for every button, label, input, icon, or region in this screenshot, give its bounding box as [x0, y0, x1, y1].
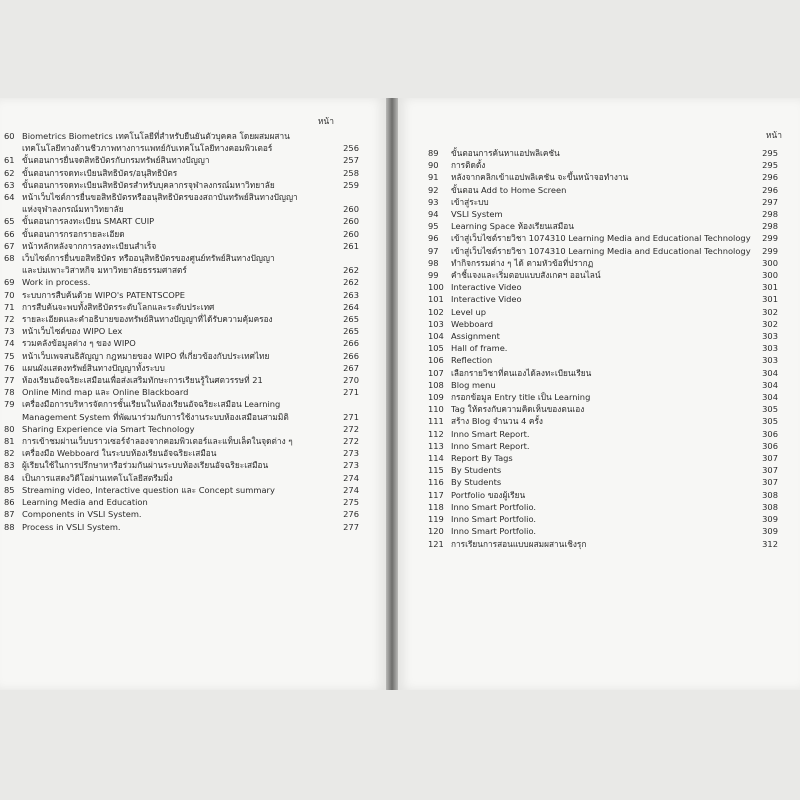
toc-entry: [398, 440, 800, 452]
toc-entry: [0, 313, 386, 325]
figure-number: 60: [4, 131, 15, 141]
figure-title: เป็นการแสดงวิดีโอผ่านเทคโนโลยีสตรีมมิ่ง: [22, 472, 173, 483]
toc-entry: [0, 289, 386, 301]
figure-number: 78: [4, 387, 15, 398]
page-number: 304: [762, 367, 778, 378]
page-number: 302: [762, 318, 778, 329]
toc-entry: [0, 191, 386, 215]
page-number: 300: [762, 257, 778, 268]
figure-number: 104: [428, 331, 444, 342]
page-number: 308: [762, 501, 778, 512]
figure-number: 119: [428, 514, 444, 525]
book-gutter: [386, 98, 398, 690]
figure-number: 88: [4, 521, 15, 532]
figure-title-continued: และบ่มเพาะวิสาหกิจ มหาวิทยาลัยธรรมศาสตร์: [22, 265, 187, 276]
toc-entry: [398, 367, 800, 379]
figure-number: 100: [428, 282, 444, 293]
figure-number: 105: [428, 343, 444, 354]
figure-number: 98: [428, 257, 439, 268]
toc-entry: [0, 301, 386, 313]
page-number: 273: [343, 448, 359, 459]
figure-title: Hall of frame.: [451, 343, 508, 354]
figure-title: Sharing Experience via Smart Technology: [22, 423, 195, 434]
figure-title: Inno Smart Report.: [451, 428, 530, 439]
page-number: 271: [343, 411, 359, 422]
figure-title: เข้าสู่ระบบ: [451, 196, 489, 207]
toc-entry: [0, 179, 386, 191]
figure-title: ขั้นตอนการยื่นจดสิทธิบัตรกับกรมทรัพย์สินทางปัญญา: [22, 155, 210, 166]
toc-entry: [0, 423, 386, 435]
page-number: 298: [762, 221, 778, 232]
figure-number: 81: [4, 436, 15, 447]
page-number: 304: [762, 392, 778, 403]
figure-title: Work in process.: [22, 277, 91, 288]
figure-title: เลือกรายวิชาที่ตนเองได้ลงทะเบียนเรียน: [451, 367, 592, 378]
page-number: 277: [343, 521, 359, 532]
figure-title: การเรียนการสอนแบบผสมผสานเชิงรุก: [451, 538, 587, 549]
table-of-figures-right: [398, 147, 800, 550]
page-number: 264: [343, 301, 359, 312]
page-number: 312: [762, 538, 778, 549]
toc-entry: [0, 508, 386, 520]
figure-number: 114: [428, 453, 444, 464]
page-number: 298: [762, 209, 778, 220]
figure-number: 69: [4, 277, 15, 288]
page-number: 274: [343, 472, 359, 483]
figure-number: 92: [428, 184, 439, 195]
figure-title: Assignment: [451, 331, 500, 342]
page-number: 265: [343, 326, 359, 337]
toc-entry: [398, 257, 800, 269]
page-number: 276: [343, 509, 359, 520]
page-number: 295: [762, 148, 778, 158]
page-number: 295: [762, 160, 778, 171]
figure-number: 102: [428, 306, 444, 317]
page-number: 296: [762, 172, 778, 183]
toc-entry: [0, 459, 386, 471]
figure-number: 61: [4, 155, 15, 166]
page-number: 305: [762, 416, 778, 427]
figure-number: 95: [428, 221, 439, 232]
figure-title: รายละเอียดและคำอธิบายของทรัพย์สินทางปัญญาที่ได้รับความคุ้มครอง: [22, 314, 273, 325]
figure-title: Level up: [451, 306, 487, 317]
figure-number: 109: [428, 392, 444, 403]
toc-entry: [398, 184, 800, 196]
toc-entry: [0, 484, 386, 496]
figure-number: 113: [428, 440, 444, 451]
figure-number: 82: [4, 448, 15, 459]
figure-title: Interactive Video: [451, 294, 522, 305]
page-number: 309: [762, 514, 778, 525]
figure-title: ระบบการสืบค้นด้วย WIPO's PATENTSCOPE: [22, 289, 186, 300]
figure-title: ทำกิจกรรมต่าง ๆ ได้ ตามหัวข้อที่ปรากฏ: [451, 257, 594, 268]
page-number: 274: [343, 484, 359, 495]
figure-number: 85: [4, 484, 15, 495]
page-number: 305: [762, 404, 778, 415]
toc-entry: [398, 538, 800, 550]
figure-number: 108: [428, 379, 444, 390]
figure-number: 87: [4, 509, 15, 520]
toc-entry: [398, 220, 800, 232]
toc-entry: [398, 232, 800, 244]
figure-number: 103: [428, 318, 444, 329]
figure-title: แผนผังแสดงทรัพย์สินทางปัญญาทั้งระบบ: [22, 362, 165, 373]
toc-entry: [0, 154, 386, 166]
page-number: 260: [343, 228, 359, 239]
figure-title: Learning Media and Education: [22, 497, 148, 508]
toc-entry: [398, 147, 800, 159]
figure-title: Portfolio ของผู้เรียน: [451, 489, 526, 500]
page-number: 272: [343, 436, 359, 447]
figure-number: 80: [4, 423, 15, 434]
toc-entry: [398, 489, 800, 501]
figure-number: 62: [4, 167, 15, 178]
figure-number: 72: [4, 314, 15, 325]
figure-title: ขั้นตอน Add to Home Screen: [451, 184, 567, 195]
figure-title: รวมคลังข้อมูลต่าง ๆ ของ WIPO: [22, 338, 136, 349]
toc-entry: [398, 342, 800, 354]
page-number: 297: [762, 196, 778, 207]
figure-number: 79: [4, 399, 15, 410]
figure-number: 75: [4, 350, 15, 361]
figure-title: By Students: [451, 477, 502, 488]
figure-number: 93: [428, 196, 439, 207]
figure-number: 76: [4, 362, 15, 373]
figure-number: 115: [428, 465, 444, 476]
figure-title: Webboard: [451, 318, 494, 329]
figure-number: 112: [428, 428, 444, 439]
figure-title: VSLI System: [451, 209, 503, 220]
figure-number: 116: [428, 477, 444, 488]
toc-entry: [0, 435, 386, 447]
toc-entry: [0, 240, 386, 252]
toc-entry: [0, 386, 386, 398]
toc-entry: [398, 269, 800, 281]
figure-number: 63: [4, 179, 15, 190]
figure-number: 96: [428, 233, 439, 244]
page-number: 306: [762, 428, 778, 439]
figure-number: 110: [428, 404, 444, 415]
page-number: 306: [762, 440, 778, 451]
figure-number: 71: [4, 301, 15, 312]
toc-entry: [398, 281, 800, 293]
figure-number: 74: [4, 338, 15, 349]
figure-title: ห้องเรียนอัจฉริยะเสมือนเพื่อส่งเสริมทักษะการเรียนรู้ในศตวรรษที่ 21: [22, 375, 263, 386]
figure-title: Online Mind map และ Online Blackboard: [22, 387, 189, 398]
page-number: 270: [343, 375, 359, 386]
right-page: [398, 98, 800, 690]
page-number: 259: [343, 179, 359, 190]
page-number: 301: [762, 282, 778, 293]
toc-entry: [398, 464, 800, 476]
figure-number: 64: [4, 192, 15, 203]
figure-title: Reflection: [451, 355, 493, 366]
toc-entry: [398, 452, 800, 464]
page-number: 262: [343, 277, 359, 288]
figure-number: 73: [4, 326, 15, 337]
figure-title: Inno Smart Report.: [451, 440, 530, 451]
figure-number: 68: [4, 253, 15, 264]
figure-title: เข้าสู่เว็บไซต์รายวิชา 1074310 Learning Media and Educational Technology: [451, 245, 751, 256]
figure-title: Tag ให้ตรงกับความคิดเห็นของตนเอง: [451, 404, 585, 415]
figure-title: ขั้นตอนการจดทะเบียนสิทธิบัตรสำหรับบุคลากรจุฬาลงกรณ์มหาวิทยาลัย: [22, 179, 275, 190]
figure-title: เครื่องมือการบริหารจัดการชั้นเรียนในห้องเรียนอัจฉริยะเสมือน Learning: [22, 399, 281, 410]
figure-title: สร้าง Blog จำนวน 4 ครั้ง: [451, 416, 543, 427]
page-number: 307: [762, 453, 778, 464]
toc-entry: [398, 403, 800, 415]
figure-number: 117: [428, 489, 444, 500]
page-number: 267: [343, 362, 359, 373]
page-number: 271: [343, 387, 359, 398]
figure-title: Inno Smart Portfolio.: [451, 514, 537, 525]
figure-title: การสืบค้นจะพบทั้งสิทธิบัตรระดับโลกและระดับประเทศ: [22, 301, 215, 312]
page-number: 299: [762, 245, 778, 256]
figure-title: หน้าเว็บไซต์ของ WIPO Lex: [22, 326, 123, 337]
figure-title: การเข้าชมผ่านเว็บบราวเซอร์จำลองจากคอมพิวเตอร์และแท็บเล็ตในจุดต่าง ๆ: [22, 436, 293, 447]
figure-title: ขั้นตอนการลงทะเบียน SMART CUIP: [22, 216, 155, 227]
toc-entry: [0, 276, 386, 288]
toc-entry: [398, 501, 800, 513]
toc-entry: [0, 362, 386, 374]
figure-title: เว็บไซต์การยื่นขอสิทธิบัตร หรืออนุสิทธิบัตรของศูนย์ทรัพย์สินทางปัญญา: [22, 253, 275, 264]
toc-entry: [0, 496, 386, 508]
toc-entry: [398, 513, 800, 525]
figure-number: 65: [4, 216, 15, 227]
figure-title: Inno Smart Portfolio.: [451, 526, 537, 537]
toc-entry: [0, 374, 386, 386]
figure-number: 121: [428, 538, 444, 549]
figure-number: 106: [428, 355, 444, 366]
toc-entry: [0, 447, 386, 459]
figure-number: 94: [428, 209, 439, 220]
page-number: 303: [762, 355, 778, 366]
toc-entry: [398, 415, 800, 427]
toc-entry: [0, 252, 386, 276]
toc-entry: [398, 379, 800, 391]
figure-number: 86: [4, 497, 15, 508]
figure-title-continued: Management System ที่พัฒนาร่วมกับการใช้งานระบบห้องเสมือนสามมิติ: [22, 411, 289, 422]
figure-title: หน้าหลักหลังจากการลงทะเบียนสำเร็จ: [22, 240, 157, 251]
toc-entry: [0, 167, 386, 179]
page-number: 304: [762, 379, 778, 390]
page-number: 263: [343, 289, 359, 300]
figure-title: การติดตั้ง: [451, 160, 486, 171]
figure-title: กรอกข้อมูล Entry title เป็น Learning: [451, 392, 591, 403]
figure-title: หน้าเว็บไซต์การยื่นขอสิทธิบัตรหรืออนุสิทธิบัตรของสถาบันทรัพย์สินทางปัญญา: [22, 192, 298, 203]
figure-number: 84: [4, 472, 15, 483]
figure-title: Inno Smart Portfolio.: [451, 501, 537, 512]
page-number: 272: [343, 423, 359, 434]
figure-title: Interactive Video: [451, 282, 522, 293]
figure-title: ผู้เรียนใช้ในการปรึกษาหารือร่วมกันผ่านระบบห้องเรียนอัจฉริยะเสมือน: [22, 460, 269, 471]
figure-number: 97: [428, 245, 439, 256]
figure-title: เครื่องมือ Webboard ในระบบห้องเรียนอัจฉริยะเสมือน: [22, 448, 217, 459]
toc-entry: [398, 171, 800, 183]
figure-number: 111: [428, 416, 444, 427]
page-number: 300: [762, 270, 778, 281]
table-of-figures-left: [0, 130, 386, 533]
figure-title: ขั้นตอนการกรอกรายละเอียด: [22, 228, 125, 239]
page-column-header: หน้า: [765, 131, 782, 141]
page-number: 299: [762, 233, 778, 244]
page-number: 256: [343, 143, 359, 154]
figure-number: 101: [428, 294, 444, 305]
toc-entry: [398, 159, 800, 171]
toc-entry: [398, 525, 800, 537]
toc-entry: [0, 472, 386, 484]
figure-title-continued: เทคโนโลยีทางด้านชีวภาพทางการแพทย์กับเทคโนโลยีทางคอมพิวเตอร์: [22, 143, 273, 154]
figure-number: 99: [428, 270, 439, 281]
figure-number: 83: [4, 460, 15, 471]
figure-number: 118: [428, 501, 444, 512]
figure-number: 66: [4, 228, 15, 239]
toc-entry: [398, 428, 800, 440]
figure-title: คำชี้แจงและเริ่มตอบแบบสังเกตฯ ออนไลน์: [451, 270, 601, 281]
page-number: 303: [762, 331, 778, 342]
figure-title: Learning Space ห้องเรียนเสมือน: [451, 221, 574, 232]
page-number: 257: [343, 155, 359, 166]
toc-entry: [0, 325, 386, 337]
page-number: 262: [343, 265, 359, 276]
figure-number: 67: [4, 240, 15, 251]
page-number: 301: [762, 294, 778, 305]
figure-title: Process in VSLI System.: [22, 521, 121, 532]
figure-number: 70: [4, 289, 15, 300]
figure-title: Blog menu: [451, 379, 496, 390]
figure-title: หน้าเว็บเพจสนธิสัญญา กฎหมายของ WIPO ที่เกี่ยวข้องกับประเทศไทย: [22, 350, 270, 361]
left-page: [0, 98, 386, 690]
page-number: 265: [343, 314, 359, 325]
page-number: 308: [762, 489, 778, 500]
page-number: 258: [343, 167, 359, 178]
toc-entry: [398, 391, 800, 403]
page-number: 309: [762, 526, 778, 537]
page-number: 296: [762, 184, 778, 195]
page-number: 266: [343, 338, 359, 349]
figure-number: 91: [428, 172, 439, 183]
toc-entry: [0, 398, 386, 422]
page-column-header: หน้า: [317, 117, 334, 127]
figure-title: Biometrics Biometrics เทคโนโลยีที่สำหรับยืนยันตัวบุคคล โดยผสมผสาน: [22, 131, 290, 141]
page-number: 303: [762, 343, 778, 354]
page-number: 260: [343, 216, 359, 227]
toc-entry: [398, 306, 800, 318]
toc-entry: [398, 318, 800, 330]
toc-entry: [0, 130, 386, 154]
figure-title: By Students: [451, 465, 502, 476]
page-number: 307: [762, 477, 778, 488]
figure-title: เข้าสู่เว็บไซต์รายวิชา 1074310 Learning Media and Educational Technology: [451, 233, 751, 244]
toc-entry: [0, 228, 386, 240]
figure-title: Streaming video, Interactive question และ Concept summary: [22, 484, 275, 495]
figure-number: 107: [428, 367, 444, 378]
toc-entry: [398, 293, 800, 305]
figure-number: 120: [428, 526, 444, 537]
figure-title-continued: แห่งจุฬาลงกรณ์มหาวิทยาลัย: [22, 204, 124, 215]
toc-entry: [398, 330, 800, 342]
figure-number: 77: [4, 375, 15, 386]
figure-number: 89: [428, 148, 439, 158]
toc-entry: [398, 245, 800, 257]
figure-title: ขั้นตอนการค้นหาแอปพลิเคชัน: [451, 148, 560, 158]
figure-title: Report By Tags: [451, 453, 513, 464]
figure-title: ขั้นตอนการจดทะเบียนสิทธิบัตร/อนุสิทธิบัตร: [22, 167, 178, 178]
figure-number: 90: [428, 160, 439, 171]
toc-entry: [398, 196, 800, 208]
toc-entry: [0, 337, 386, 349]
toc-entry: [398, 354, 800, 366]
page-number: 275: [343, 497, 359, 508]
toc-entry: [0, 350, 386, 362]
page-number: 261: [343, 240, 359, 251]
figure-title: หลังจากคลิกเข้าแอปพลิเคชัน จะขึ้นหน้าจอทำงาน: [451, 172, 629, 183]
page-number: 307: [762, 465, 778, 476]
figure-title: Components in VSLI System.: [22, 509, 142, 520]
page-number: 273: [343, 460, 359, 471]
page-number: 266: [343, 350, 359, 361]
toc-entry: [0, 521, 386, 533]
toc-entry: [0, 215, 386, 227]
page-number: 302: [762, 306, 778, 317]
toc-entry: [398, 476, 800, 488]
toc-entry: [398, 208, 800, 220]
page-number: 260: [343, 204, 359, 215]
